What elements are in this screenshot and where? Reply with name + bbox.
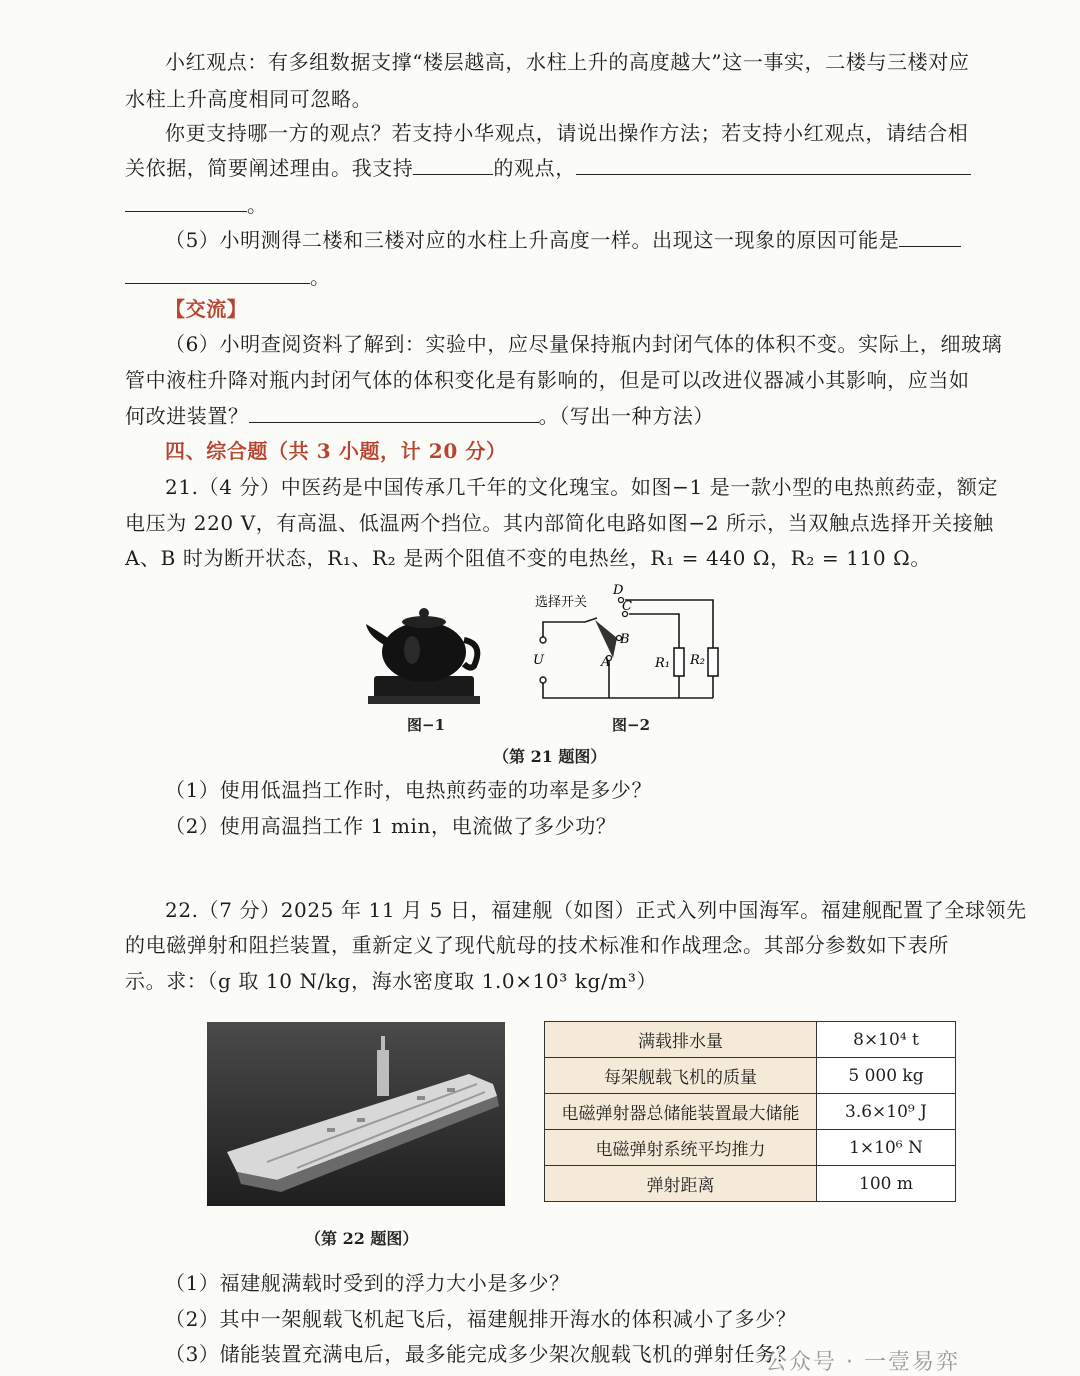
param-value: 100 m: [817, 1166, 956, 1202]
aircraft: [357, 1118, 365, 1122]
support-question-line2: [125, 155, 961, 181]
table-row: [545, 1094, 956, 1130]
period: 。: [247, 193, 268, 217]
carrier-parameters-table: [544, 1021, 956, 1202]
q6-text-b: 。（写出一种方法）: [538, 404, 715, 428]
label-b: B: [620, 632, 630, 647]
aircraft: [417, 1096, 425, 1100]
support-text-a: 关依据，简要阐述理由。我支持: [125, 156, 414, 180]
aircraft: [327, 1128, 335, 1132]
q22-line3: 示。求：（g 取 10 N/kg，海水密度取 1.0×10³ kg/m³）: [125, 969, 658, 993]
param-value: 1×10⁶ N: [817, 1130, 956, 1166]
q22-sub3: （3）储能装置充满电后，最多能完成多少架次舰载飞机的弹射任务？: [165, 1342, 797, 1366]
param-name: 电磁弹射系统平均推力: [545, 1130, 817, 1166]
support-text-b: 的观点，: [493, 156, 576, 180]
param-name: 电磁弹射器总储能装置最大储能: [545, 1094, 817, 1130]
resistor-r1: [674, 648, 684, 676]
wire-top-left: [543, 618, 597, 640]
table-row: [545, 1130, 956, 1166]
label-c: C: [622, 599, 632, 614]
terminal-bottom: [540, 677, 546, 683]
fig2-label: 图−2: [612, 716, 651, 734]
q21-line2: 电压为 220 V，有高温、低温两个挡位。其内部简化电路如图−2 所示，当双触点选择开关接触: [125, 511, 994, 535]
section4-title: 四、综合题（共 3 小题，计 20 分）: [165, 439, 507, 463]
q5-line1: [165, 227, 961, 253]
kettle-base-plate: [368, 696, 480, 704]
q21-line1: 21.（4 分）中医药是中国传承几千年的文化瑰宝。如图−1 是一款小型的电热煎药壶，额定: [165, 475, 999, 499]
q21-sub1: （1）使用低温挡工作时，电热煎药壶的功率是多少？: [165, 778, 653, 802]
table-row: [545, 1058, 956, 1094]
watermark: 公众号 · 一壹易弈: [765, 1350, 960, 1375]
answer-blank-support[interactable]: [413, 156, 493, 175]
param-name: 弹射距离: [545, 1166, 817, 1202]
answer-blank-reason[interactable]: [576, 156, 971, 175]
q22-sub2: （2）其中一架舰载飞机起飞后，福建舰排开海水的体积减小了多少？: [165, 1307, 797, 1331]
carrier-island: [377, 1050, 389, 1096]
switch-label: 选择开关: [535, 595, 588, 610]
carrier-mast: [381, 1036, 385, 1052]
param-name: 满载排水量: [545, 1022, 817, 1058]
label-a: A: [601, 655, 611, 670]
param-value: 3.6×10⁹ J: [817, 1094, 956, 1130]
support-question-line1: 你更支持哪一方的观点？若支持小华观点，请说出操作方法；若支持小红观点，请结合相: [165, 121, 969, 145]
carrier-photo: [207, 1022, 505, 1206]
kettle-body: [382, 622, 466, 682]
param-value: 5 000 kg: [817, 1058, 956, 1094]
circuit-diagram: [525, 580, 725, 710]
label-u: U: [533, 653, 544, 668]
q21-sub2: （2）使用高温挡工作 1 min，电流做了多少功？: [165, 814, 617, 838]
wire-top-right: [625, 600, 713, 648]
fig1-label: 图−1: [407, 716, 446, 734]
period: 。: [310, 265, 331, 289]
table-row: [545, 1022, 956, 1058]
label-d: D: [613, 583, 624, 598]
q22-line1: 22.（7 分）2025 年 11 月 5 日，福建舰（如图）正式入列中国海军。福建舰配置了全球领先: [165, 898, 1027, 922]
answer-blank-q5-cont[interactable]: [125, 265, 310, 284]
q22-line2: 的电磁弹射和阻拦装置，重新定义了现代航母的技术标准和作战理念。其部分参数如下表所: [125, 933, 949, 957]
label-r2: R₂: [690, 653, 705, 668]
kettle-handle: [464, 640, 477, 668]
selector-switch: [595, 620, 617, 658]
q6-line2: 管中液柱升降对瓶内封闭气体的体积变化是有影响的，但是可以改进仪器减小其影响，应当如: [125, 368, 970, 392]
aircraft: [447, 1088, 455, 1092]
xiaohong-view-line2: 水柱上升高度相同可忽略。: [125, 87, 373, 111]
support-question-line3: [125, 192, 961, 218]
herbal-kettle-figure: [360, 600, 490, 710]
xiaohong-view-line1: 小红观点：有多组数据支撑“楼层越高，水柱上升的高度越大”这一事实，二楼与三楼对应: [165, 50, 970, 74]
param-name: 每架舰载飞机的质量: [545, 1058, 817, 1094]
label-r1: R₁: [655, 656, 670, 671]
terminal-top: [540, 637, 546, 643]
q5-line2: [125, 264, 961, 290]
resistor-r2: [708, 648, 718, 676]
q21-caption: （第 21 题图）: [493, 747, 607, 766]
kettle-highlight: [404, 636, 420, 664]
q22-sub1: （1）福建舰满载时受到的浮力大小是多少？: [165, 1271, 570, 1295]
answer-blank-reason-cont[interactable]: [125, 193, 247, 212]
exchange-header: 【交流】: [165, 297, 248, 321]
param-value: 8×10⁴ t: [817, 1022, 956, 1058]
q5-text: （5）小明测得二楼和三楼对应的水柱上升高度一样。出现这一现象的原因可能是: [165, 228, 900, 252]
q6-line3: [125, 403, 961, 429]
q6-text-a: 何改进装置？: [125, 404, 249, 428]
table-row: [545, 1166, 956, 1202]
wire-to-r1: [629, 614, 679, 648]
answer-blank-q6[interactable]: [249, 404, 539, 423]
kettle-spout: [366, 624, 388, 646]
answer-blank-q5[interactable]: [899, 228, 961, 247]
kettle-knob: [419, 608, 429, 618]
q21-line3: A、B 时为断开状态，R₁、R₂ 是两个阻值不变的电热丝，R₁ = 440 Ω，R₂ = 110 Ω。: [125, 546, 931, 570]
q6-line1: （6）小明查阅资料了解到：实验中，应尽量保持瓶内封闭气体的体积不变。实际上，细玻璃: [165, 332, 1003, 356]
q22-caption: （第 22 题图）: [305, 1229, 419, 1248]
wire-bottom: [543, 680, 713, 698]
